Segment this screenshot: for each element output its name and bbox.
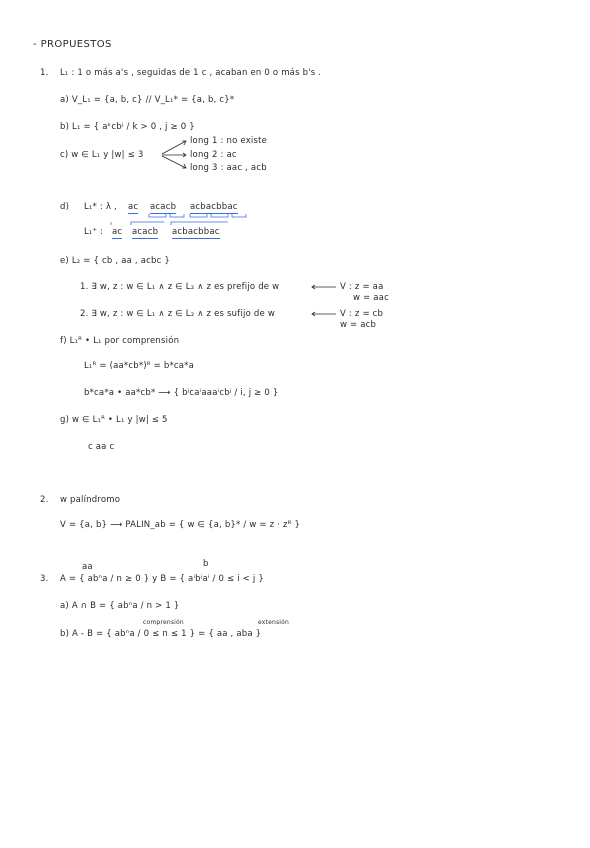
ex1-d-plus-prefix: L₁⁺ :	[84, 227, 104, 237]
ex3-annotation-aa: aa	[82, 562, 93, 572]
ex1-item-c: c) w ∈ L₁ y |w| ≤ 3	[60, 150, 144, 160]
ex3-note-extension: extensión	[258, 619, 290, 626]
ex3-item-b: b) A - B = { abⁿa / 0 ≤ n ≤ 1 } = { aa , aba }	[60, 629, 262, 639]
exercise-2-statement: w palíndromo	[60, 495, 121, 505]
ex1-e-part-1-result: V : z = aa	[340, 282, 384, 292]
exercise-3-statement: A = { abⁿa / n ≥ 0 } y B = { aⁱbʲaⁱ / 0 ≤ i < j }	[60, 574, 264, 584]
exercise-1-number: 1.	[40, 68, 49, 78]
ex1-e-part-1-word: w = aac	[353, 293, 389, 303]
ex3-item-a: a) A ∩ B = { abⁿa / n > 1 }	[60, 601, 180, 611]
arrow-long-3	[162, 156, 186, 168]
ex1-f-line-2: b*ca*a • aa*cb* ⟶ { bʲcaⁱaaaⁱcbʲ / i, j ≥ 0 }	[84, 388, 279, 398]
ex1-e-part-1: 1. ∃ w, z : w ∈ L₁ ∧ z ∈ L₂ ∧ z es prefijo de w	[80, 282, 280, 292]
ex1-c-option-2: long 2 : ac	[190, 150, 237, 160]
blue-underline-brackets	[111, 214, 246, 225]
exercise-3-number: 3.	[40, 574, 49, 584]
ex1-item-g: g) w ∈ L₁ᴿ • L₁ y |w| ≤ 5	[60, 415, 168, 425]
ex3-note-comprension: comprensión	[143, 619, 184, 626]
ex1-e-part-2-word: w = acb	[340, 320, 377, 330]
ex1-d-kleene-word-3: acbacbbac	[190, 202, 238, 212]
section-heading: - PROPUESTOS	[33, 39, 112, 50]
ex1-item-e: e) L₂ = { cb , aa , acbc }	[60, 256, 170, 266]
ex1-c-option-3: long 3 : aac , acb	[190, 163, 267, 173]
ex1-item-b: b) L₁ = { aᵏcbʲ / k > 0 , j ≥ 0 }	[60, 122, 195, 132]
ex1-item-a: a) V_L₁ = {a, b, c} // V_L₁* = {a, b, c}*	[60, 95, 235, 105]
arrow-long-1	[162, 141, 186, 154]
ex1-e-part-2: 2. ∃ w, z : w ∈ L₁ ∧ z ∈ L₂ ∧ z es sufijo de w	[80, 309, 275, 319]
ex1-d-plus-word-1: ac	[112, 227, 123, 237]
ex1-item-d-label: d)	[60, 202, 70, 212]
ex1-item-f: f) L₁ᴿ • L₁ por comprensión	[60, 336, 180, 346]
ex1-d-plus-word-3: acbacbbac	[172, 227, 220, 237]
ex1-d-kleene-prefix: L₁* : λ ,	[84, 202, 117, 212]
ex1-d-plus-word-2: acacb	[132, 227, 159, 237]
ex1-c-option-1: long 1 : no existe	[190, 136, 268, 146]
exercise-2-line: V = {a, b} ⟶ PALIN_ab = { w ∈ {a, b}* / w = z · zᴿ }	[60, 520, 301, 530]
ex1-f-line-1: L₁ᴿ = (aa*cb*)ᴿ = b*ca*a	[84, 361, 195, 371]
exercise-1-statement: L₁ : 1 o más a's , seguidas de 1 c , acaban en 0 o más b's .	[60, 68, 322, 78]
ex1-g-line-1: c aa c	[88, 442, 115, 452]
exercise-2-number: 2.	[40, 495, 49, 505]
ex1-e-part-2-result: V : z = cb	[340, 309, 384, 319]
ex1-d-kleene-word-1: ac	[128, 202, 139, 212]
ex1-d-kleene-word-2: acacb	[150, 202, 177, 212]
ex3-annotation-b: b	[203, 559, 209, 569]
